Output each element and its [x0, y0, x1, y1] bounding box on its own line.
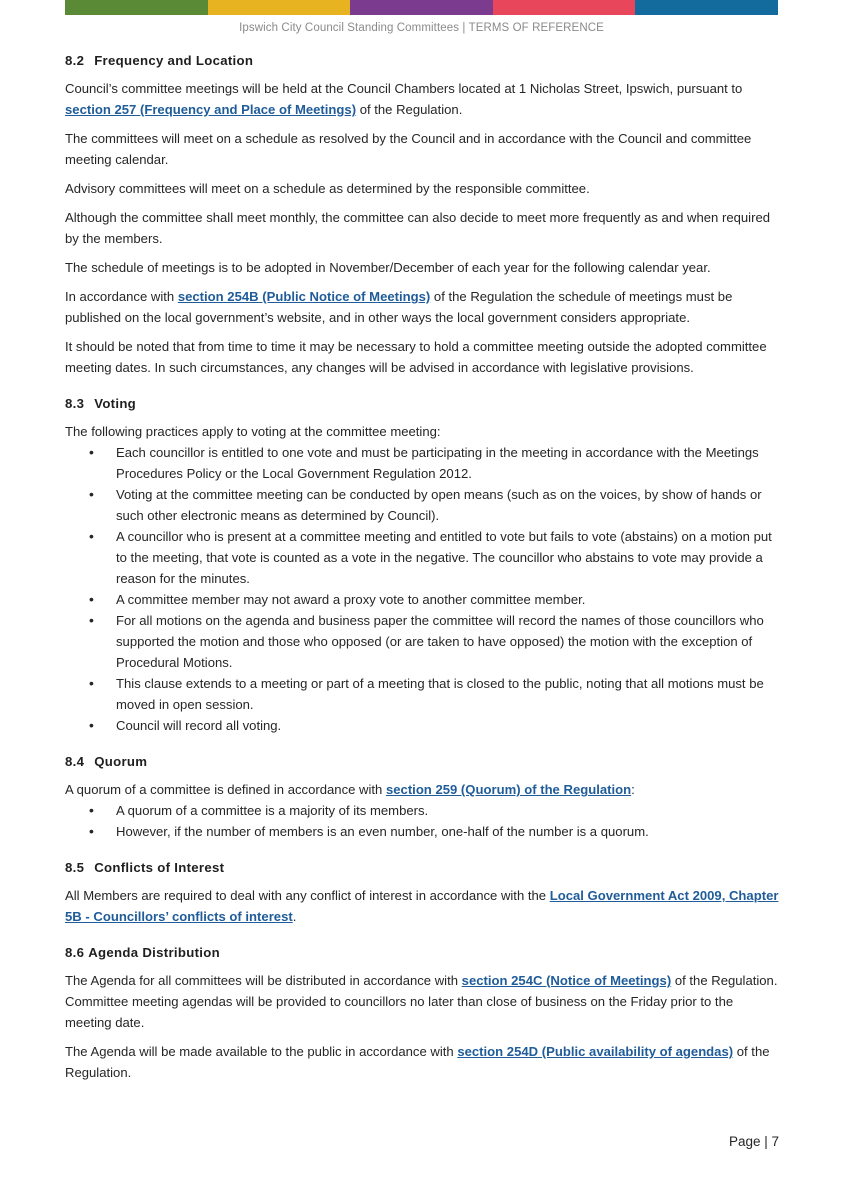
running-header: Ipswich City Council Standing Committees | TERMS OF REFERENCE: [239, 22, 604, 34]
paragraph: [65, 885, 783, 927]
section-heading: [65, 751, 783, 772]
color-bar-segment-purple: [350, 0, 493, 15]
paragraph: It should be noted that from time to time it may be necessary to hold a committee meeting outside the adopted committee meeting dates. In such circumstances, any changes will be advised in accordance with legislative provisions.: [65, 339, 767, 375]
section-number: 8.4: [65, 754, 85, 769]
link-local-government-act[interactable]: Local Government Act 2009, Chapter 5B - Councillors’ conflicts of interest: [65, 888, 779, 924]
paragraph-text: of the Regulation.: [356, 102, 463, 117]
paragraph: [65, 286, 783, 328]
section-8-2: [65, 50, 783, 378]
section-title: Agenda Distribution: [88, 945, 220, 960]
list-item: • This clause extends to a meeting or part of a meeting that is closed to the public, noting that all motions must be moved in open session.: [65, 673, 783, 715]
list-item: • For all motions on the agenda and business paper the committee will record the names of those councillors who supported the motion and those who opposed (or are taken to have opposed) the motion with the exception of Procedural Motions.: [65, 610, 783, 673]
link-section-259[interactable]: section 259 (Quorum) of the Regulation: [385, 782, 632, 797]
section-heading: [65, 942, 783, 963]
paragraph-text: of the Regulation.: [65, 1044, 770, 1080]
paragraph: [65, 970, 783, 1033]
list-item: • Council will record all voting.: [65, 715, 783, 736]
section-title: Voting: [94, 396, 137, 411]
section-number: 8.5: [65, 860, 85, 875]
paragraph-text: All Members are required to deal with any conflict of interest in accordance with the: [65, 888, 550, 903]
paragraph-text: In accordance with: [65, 289, 178, 304]
section-title: Quorum: [94, 754, 148, 769]
link-section-254b[interactable]: section 254B (Public Notice of Meetings): [177, 289, 431, 304]
link-section-254d[interactable]: section 254D (Public availability of agendas): [457, 1044, 734, 1059]
list-item: • However, if the number of members is an even number, one-half of the number is a quorum.: [65, 821, 783, 842]
paragraph-text: :: [631, 782, 635, 797]
paragraph: [65, 1041, 783, 1083]
paragraph-text: The Agenda will be made available to the public in accordance with: [65, 1044, 458, 1059]
document-body: [65, 50, 783, 1098]
section-title: Frequency and Location: [94, 53, 254, 68]
paragraph: The schedule of meetings is to be adopted in November/December of each year for the following calendar year.: [65, 260, 711, 275]
header-color-bar: [65, 0, 778, 15]
paragraph-text: .: [292, 909, 297, 924]
paragraph: The following practices apply to voting at the committee meeting:: [65, 424, 441, 439]
section-8-5: [65, 857, 783, 927]
color-bar-segment-green: [65, 0, 208, 15]
paragraph: Although the committee shall meet monthly, the committee can also decide to meet more frequently as and when required by the members.: [65, 210, 771, 246]
list-item: • A quorum of a committee is a majority of its members.: [65, 800, 783, 821]
list-item: • Voting at the committee meeting can be conducted by open means (such as on the voices, by show of hands or such other electronic means as determined by Council).: [65, 484, 783, 526]
section-8-4: [65, 751, 783, 842]
paragraph: [65, 779, 783, 800]
color-bar-segment-red: [493, 0, 636, 15]
section-8-6: [65, 942, 783, 1083]
paragraph: [65, 78, 783, 120]
paragraph-text: of the Regulation. Committee meeting agendas will be provided to councillors no later than close of business on the Friday prior to the meeting date.: [65, 973, 778, 1030]
color-bar-segment-blue: [635, 0, 778, 15]
paragraph-text: A quorum of a committee is defined in accordance with: [65, 782, 386, 797]
voting-list: [65, 442, 783, 736]
list-item: • Each councillor is entitled to one vote and must be participating in the meeting in accordance with the Meetings Procedures Policy or the Local Government Regulation 2012.: [65, 442, 783, 484]
paragraph-text: The Agenda for all committees will be distributed in accordance with: [65, 973, 462, 988]
section-number: 8.3: [65, 396, 85, 411]
list-item: • A committee member may not award a proxy vote to another committee member.: [65, 589, 783, 610]
paragraph: The committees will meet on a schedule as resolved by the Council and in accordance with the Council and committee meeting calendar.: [65, 131, 752, 167]
section-heading: [65, 50, 783, 71]
list-item: • A councillor who is present at a committee meeting and entitled to vote but fails to vote (abstains) on a motion put to the meeting, that vote is counted as a vote in the negative. The councillor who abstains to vote may provide a reason for the minutes.: [65, 526, 783, 589]
section-title: Conflicts of Interest: [94, 860, 225, 875]
section-heading: [65, 393, 783, 414]
section-number: 8.2: [65, 53, 85, 68]
color-bar-segment-yellow: [208, 0, 351, 15]
link-section-254c[interactable]: section 254C (Notice of Meetings): [461, 973, 672, 988]
quorum-list: [65, 800, 783, 842]
paragraph-text: of the Regulation the schedule of meetings must be published on the local government’s website, and in other ways the local government considers appropriate.: [65, 289, 733, 325]
paragraph-text: Council’s committee meetings will be held at the Council Chambers located at 1 Nicholas Street, Ipswich, pursuant to: [65, 81, 743, 96]
paragraph: Advisory committees will meet on a schedule as determined by the responsible committee.: [65, 181, 590, 196]
section-heading: [65, 857, 783, 878]
section-8-3: [65, 393, 783, 736]
page-number: Page | 7: [728, 1134, 779, 1149]
link-section-257[interactable]: section 257 (Frequency and Place of Meetings): [65, 102, 357, 117]
section-number: 8.6: [65, 945, 85, 960]
